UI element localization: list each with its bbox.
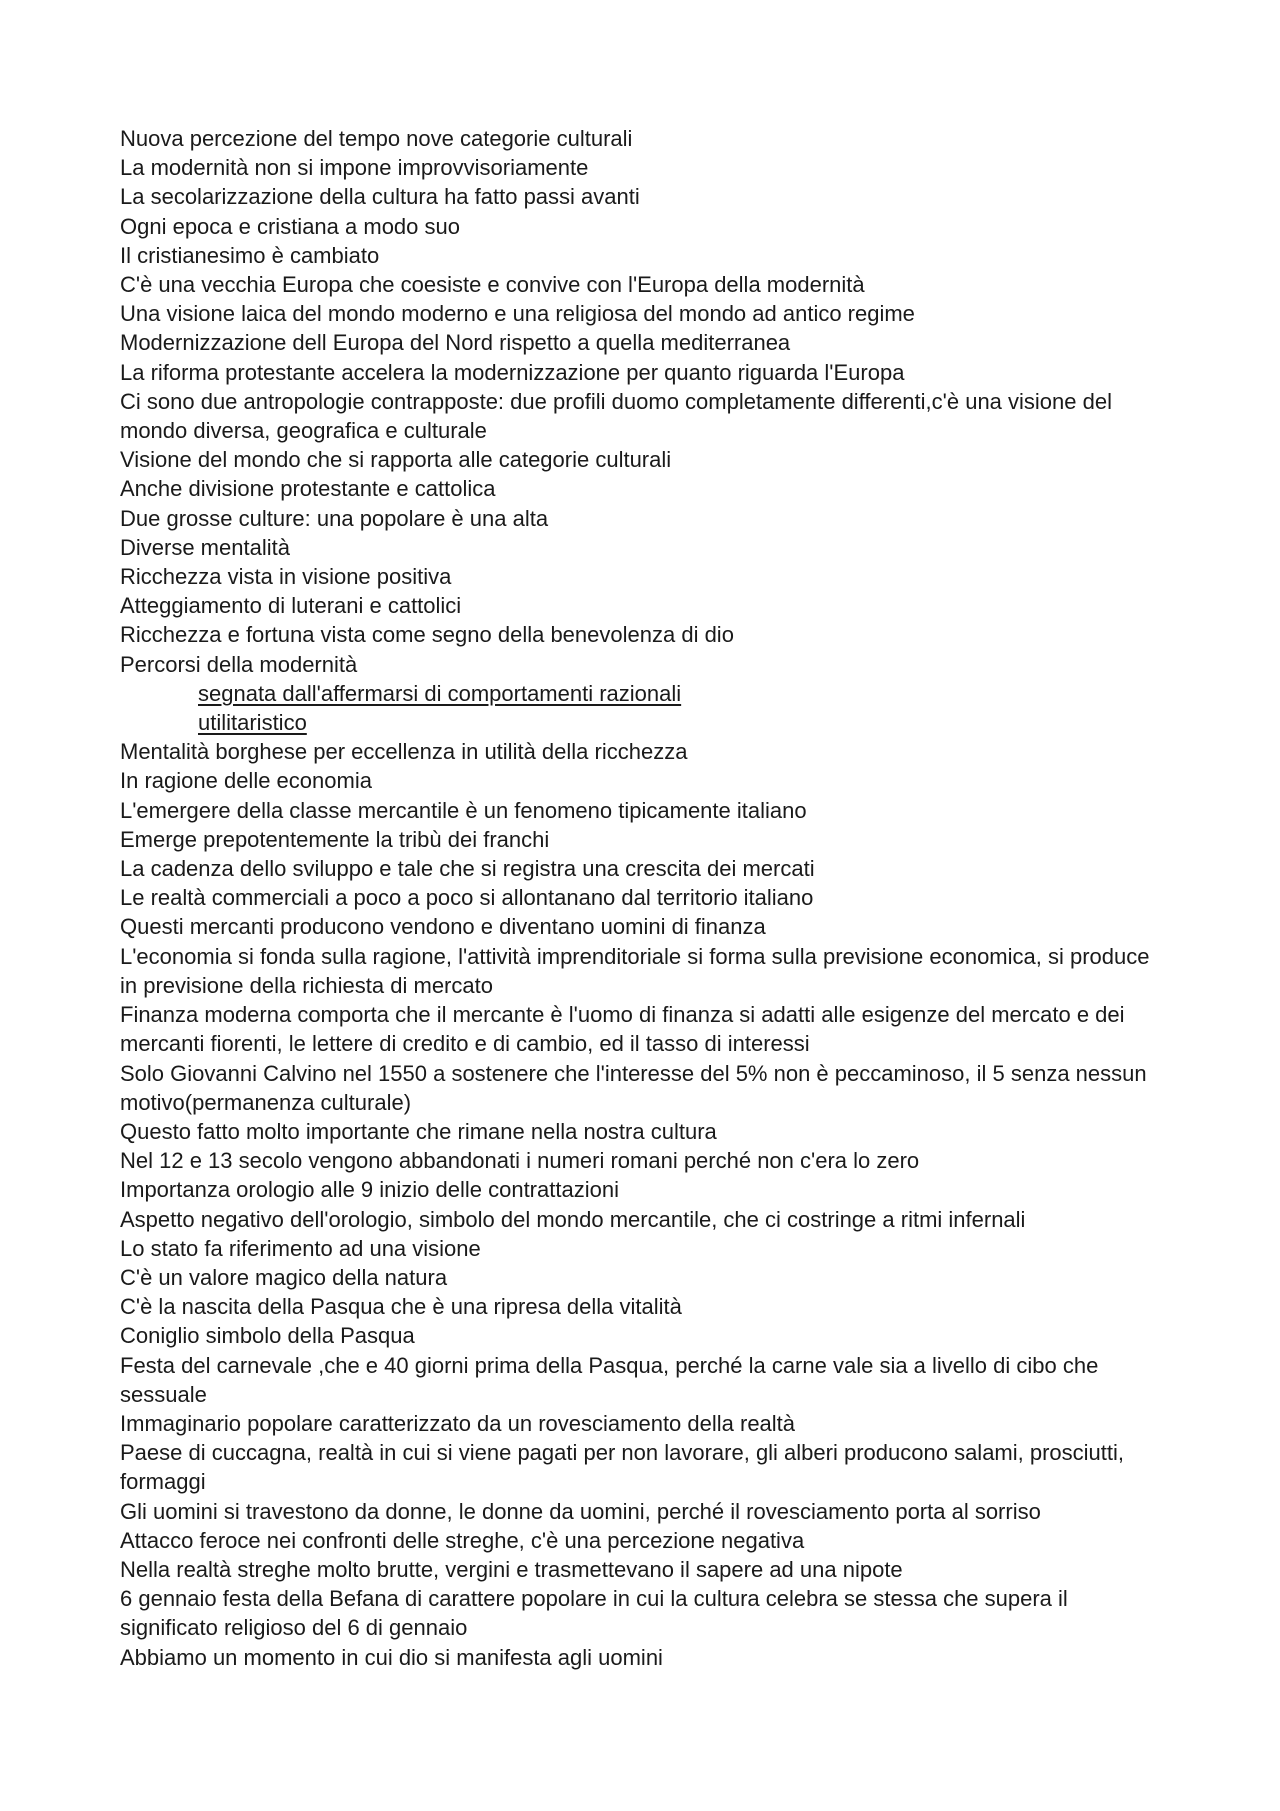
text-line-content: Attacco feroce nei confronti delle streghe, c'è una percezione negativa (120, 1527, 805, 1553)
text-line-content: Percorsi della modernità (120, 651, 358, 677)
text-line (120, 737, 1160, 766)
text-line (120, 912, 1160, 941)
text-line (120, 1526, 1160, 1555)
text-line (120, 182, 1160, 211)
text-line-content: Mentalità borghese per eccellenza in utilità della ricchezza (120, 739, 688, 765)
text-line (120, 1175, 1160, 1204)
text-line-content: Aspetto negativo dell'orologio, simbolo del mondo mercantile, che ci costringe a ritmi infernali (120, 1206, 1026, 1232)
text-line-content: C'è una vecchia Europa che coesiste e convive con l'Europa della modernità (120, 272, 865, 298)
text-line (120, 241, 1160, 270)
text-line (120, 124, 1160, 153)
text-line (120, 825, 1160, 854)
text-line-content: Atteggiamento di luterani e cattolici (120, 593, 462, 619)
text-line (120, 1292, 1160, 1321)
text-line-content: Ogni epoca e cristiana a modo suo (120, 213, 460, 239)
text-line-content: Lo stato fa riferimento ad una visione (120, 1235, 481, 1261)
text-line (120, 533, 1160, 562)
text-line (120, 153, 1160, 182)
text-line-content: segnata dall'affermarsi di comportamenti razionali (198, 680, 682, 706)
text-line-content: Nuova percezione del tempo nove categorie culturali (120, 126, 633, 151)
text-line-content: Abbiamo un momento in cui dio si manifesta agli uomini (120, 1644, 663, 1670)
text-line-content: Ci sono due antropologie contrapposte: due profili duomo completamente differenti,c'è una visione del mondo diversa, geografica e culturale (120, 388, 1112, 444)
text-line-content: Importanza orologio alle 9 inizio delle contrattazioni (120, 1177, 619, 1203)
text-line (120, 387, 1160, 445)
text-line-content: La secolarizzazione della cultura ha fatto passi avanti (120, 184, 640, 210)
text-line-content: Ricchezza vista in visione positiva (120, 564, 452, 590)
text-line (120, 591, 1160, 620)
text-line (120, 1409, 1160, 1438)
text-line (120, 270, 1160, 299)
text-line (120, 796, 1160, 825)
text-line-content: Il cristianesimo è cambiato (120, 242, 380, 268)
text-line-content: Visione del mondo che si rapporta alle categorie culturali (120, 447, 672, 473)
text-line (120, 1321, 1160, 1350)
text-line (120, 1117, 1160, 1146)
text-line (120, 854, 1160, 883)
text-line (120, 1146, 1160, 1175)
text-line (120, 212, 1160, 241)
text-line (120, 299, 1160, 328)
text-line-content: utilitaristico (198, 710, 307, 736)
text-line (120, 766, 1160, 795)
text-line (120, 1205, 1160, 1234)
text-line-content: Festa del carnevale ,che e 40 giorni prima della Pasqua, perché la carne vale sia a livello di cibo che sessuale (120, 1352, 1099, 1407)
text-line (120, 445, 1160, 474)
text-line (120, 883, 1160, 912)
text-line-content: Coniglio simbolo della Pasqua (120, 1323, 415, 1349)
document-page (120, 124, 1160, 1672)
text-line-content: Due grosse culture: una popolare è una alta (120, 505, 549, 531)
text-line-content: C'è la nascita della Pasqua che è una ripresa della vitalità (120, 1294, 682, 1320)
text-line-content: Solo Giovanni Calvino nel 1550 a sostenere che l'interesse del 5% non è peccaminoso, il 5 senza nessun motivo(permanenza culturale) (120, 1060, 1147, 1115)
text-line (120, 1234, 1160, 1263)
text-line (120, 1643, 1160, 1672)
text-line-content: La cadenza dello sviluppo e tale che si registra una crescita dei mercati (120, 856, 815, 882)
text-line (120, 504, 1160, 533)
text-line-content: Nel 12 e 13 secolo vengono abbandonati i numeri romani perché non c'era lo zero (120, 1148, 920, 1174)
text-line (120, 1351, 1160, 1409)
text-line (120, 1555, 1160, 1584)
text-line-content: Gli uomini si travestono da donne, le donne da uomini, perché il rovesciamento porta al sorriso (120, 1498, 1041, 1524)
text-line (120, 1059, 1160, 1117)
text-line-content: Finanza moderna comporta che il mercante è l'uomo di finanza si adatti alle esigenze del mercato e dei mercanti fiorenti, le lettere di credito e di cambio, ed il tasso di interessi (120, 1002, 1125, 1057)
text-line (120, 358, 1160, 387)
text-line-content: Nella realtà streghe molto brutte, vergini e trasmettevano il sapere ad una nipote (120, 1556, 903, 1582)
text-line (120, 562, 1160, 591)
text-line-content: Emerge prepotentemente la tribù dei franchi (120, 826, 550, 852)
text-line (120, 1000, 1160, 1058)
text-line (120, 328, 1160, 357)
text-line (120, 1438, 1160, 1496)
text-line-content: Modernizzazione dell Europa del Nord rispetto a quella mediterranea (120, 330, 791, 356)
text-line (120, 942, 1160, 1000)
text-line-content: La riforma protestante accelera la modernizzazione per quanto riguarda l'Europa (120, 359, 905, 385)
text-line-content: Diverse mentalità (120, 534, 290, 560)
text-line (120, 1584, 1160, 1642)
text-line-content: La modernità non si impone improvvisoriamente (120, 155, 589, 181)
text-line-content: Paese di cuccagna, realtà in cui si viene pagati per non lavorare, gli alberi producono salami, prosciutti, formaggi (120, 1440, 1125, 1495)
text-line-content: Le realtà commerciali a poco a poco si allontanano dal territorio italiano (120, 885, 814, 911)
text-line-content: In ragione delle economia (120, 768, 372, 794)
text-line-content: L'emergere della classe mercantile è un fenomeno tipicamente italiano (120, 797, 807, 823)
text-line-content: L'economia si fonda sulla ragione, l'attività imprenditoriale si forma sulla previsione economica, si produce in previsione della richiesta di mercato (120, 943, 1150, 998)
text-line (120, 708, 1160, 737)
text-line-content: C'è un valore magico della natura (120, 1264, 448, 1290)
text-line (120, 1497, 1160, 1526)
text-line (120, 474, 1160, 503)
text-line-content: Questi mercanti producono vendono e diventano uomini di finanza (120, 914, 766, 940)
text-line (120, 1263, 1160, 1292)
text-line (120, 620, 1160, 649)
text-line-content: Una visione laica del mondo moderno e una religiosa del mondo ad antico regime (120, 301, 915, 327)
text-line-content: 6 gennaio festa della Befana di carattere popolare in cui la cultura celebra se stessa che supera il significato religioso del 6 di gennaio (120, 1586, 1068, 1641)
text-line-content: Questo fatto molto importante che rimane nella nostra cultura (120, 1118, 717, 1144)
text-line-content: Ricchezza e fortuna vista come segno della benevolenza di dio (120, 622, 734, 648)
text-line-content: Anche divisione protestante e cattolica (120, 476, 496, 502)
text-line (120, 650, 1160, 679)
text-line-content: Immaginario popolare caratterizzato da un rovesciamento della realtà (120, 1410, 796, 1436)
text-line (120, 679, 1160, 708)
